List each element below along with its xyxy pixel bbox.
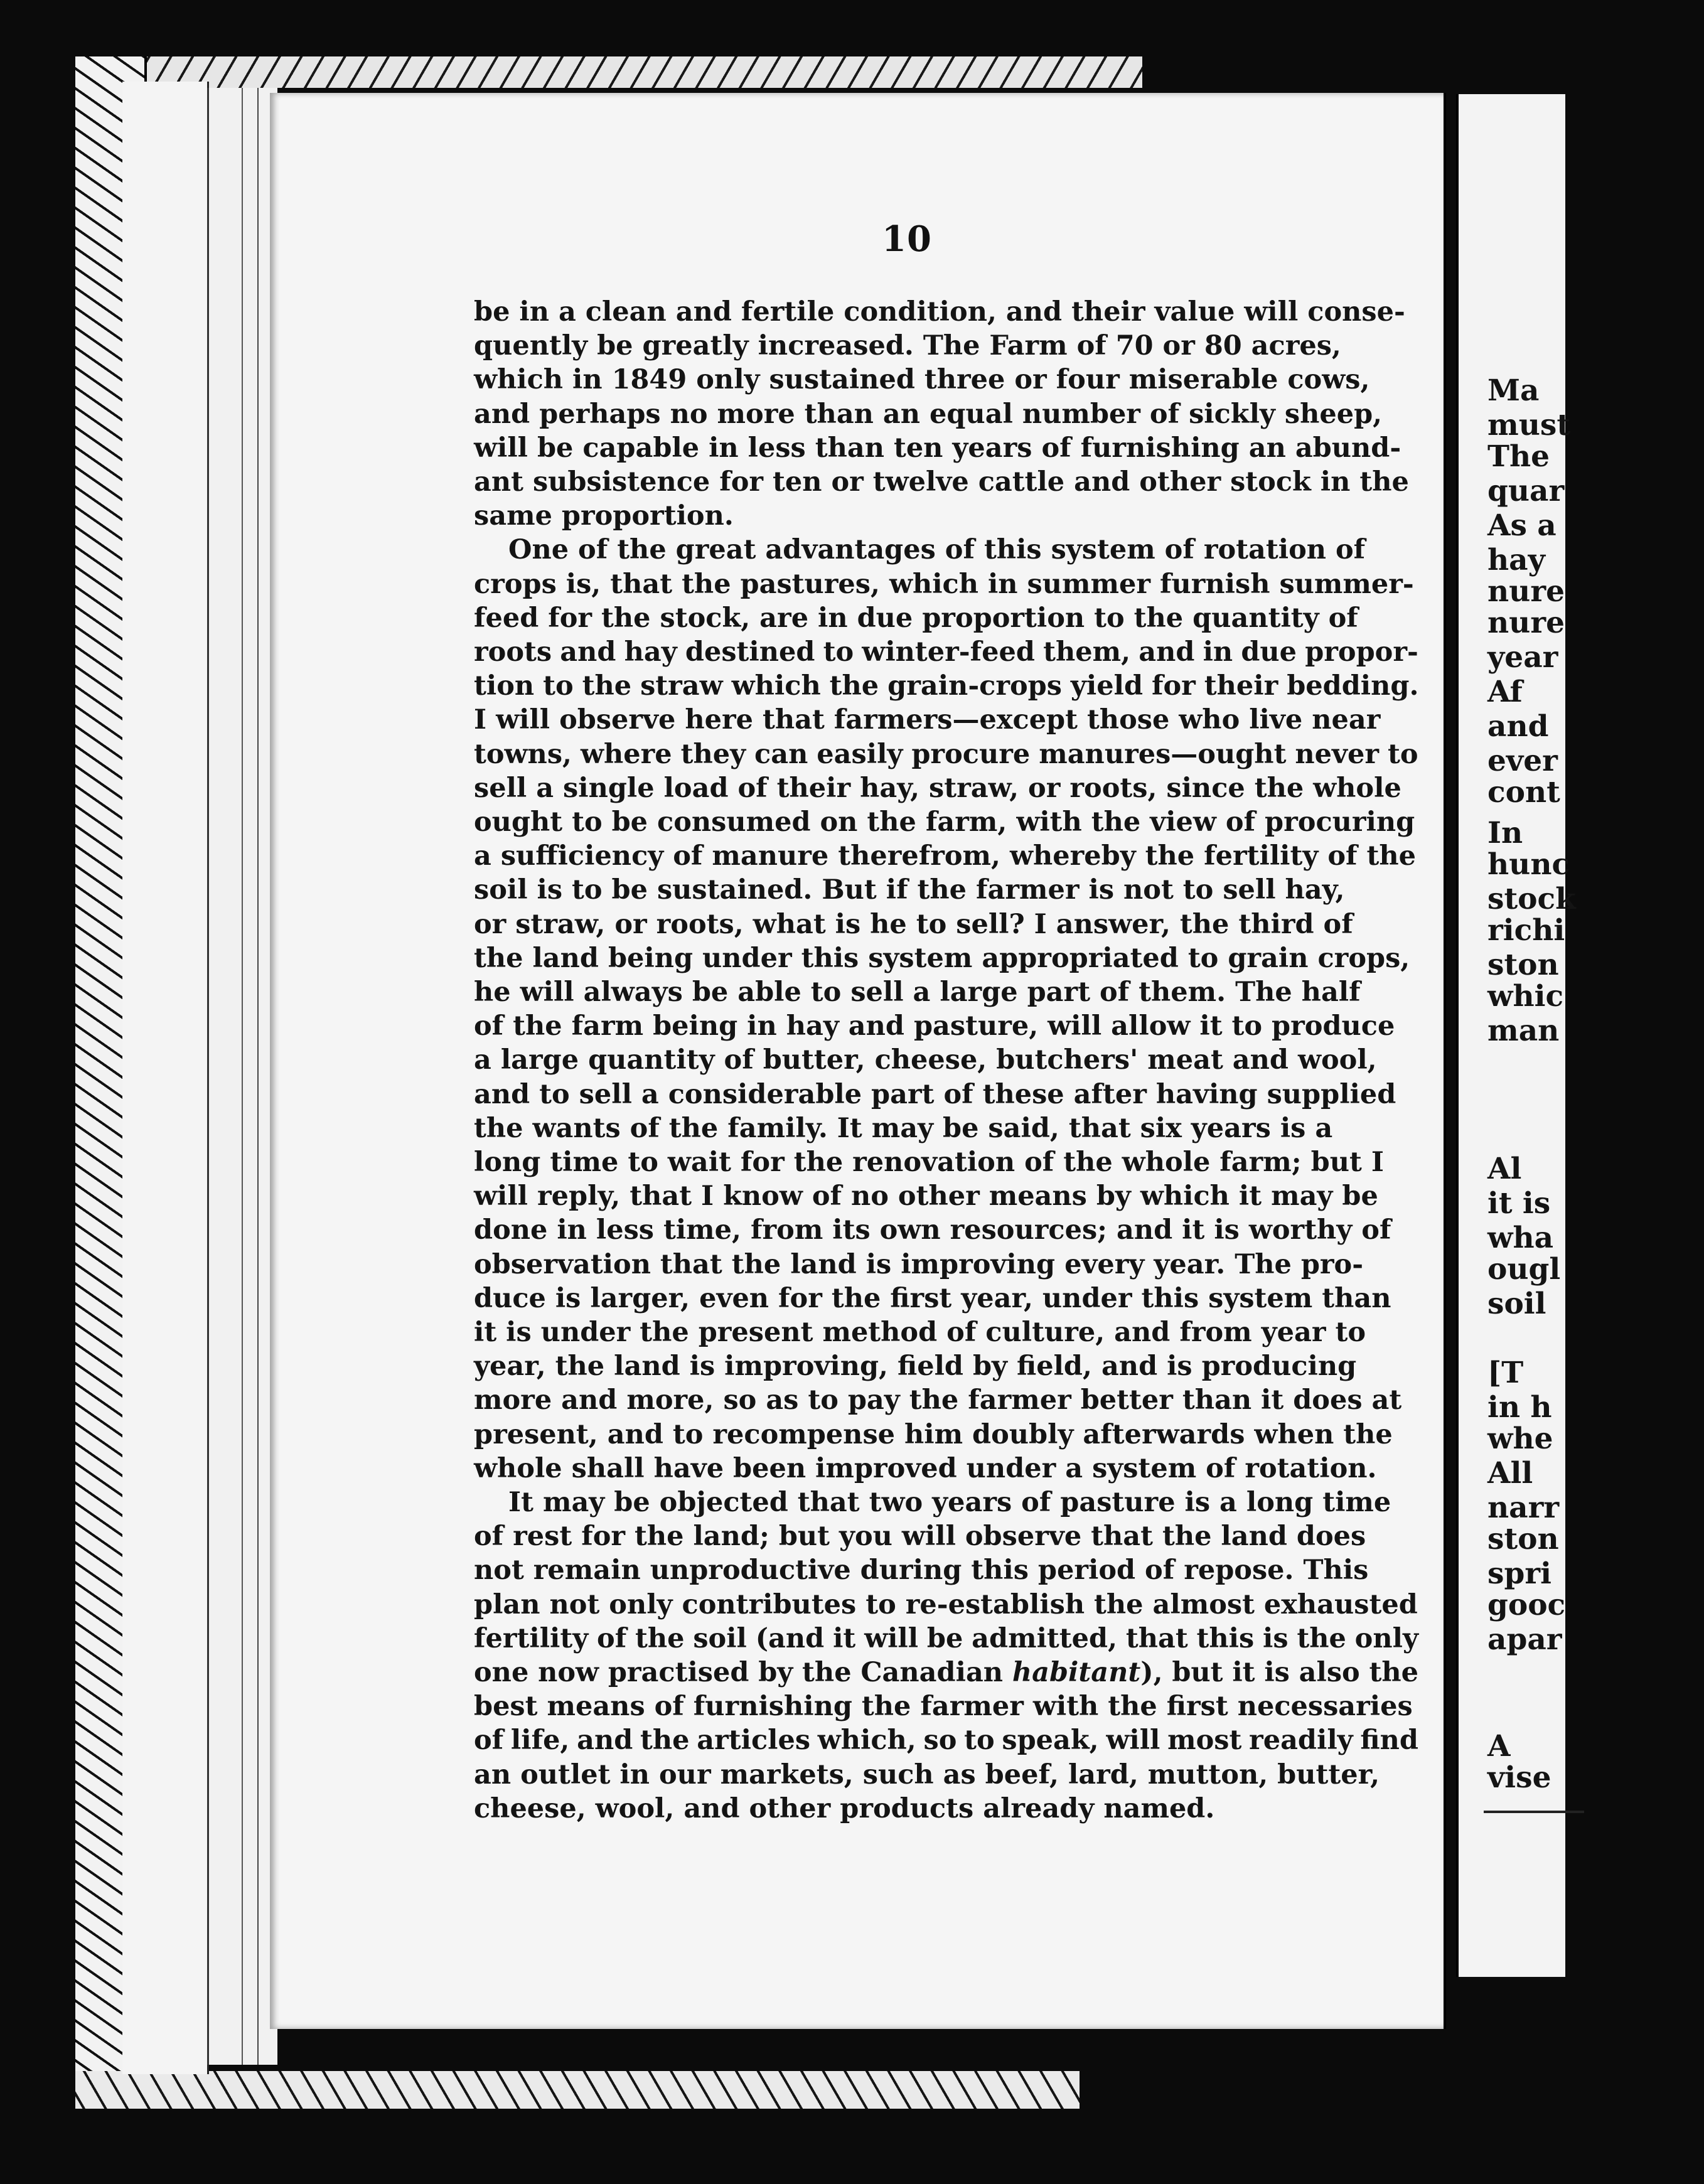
text-line: cheese, wool, and other products already named.: [474, 1792, 1215, 1824]
text-line: will reply, that I know of no other means by which it may be: [474, 1180, 1378, 1212]
adjacent-page-text: cont: [1487, 775, 1560, 810]
text-line: same proportion.: [474, 500, 734, 532]
adjacent-page-text: whe: [1487, 1421, 1553, 1456]
text-line: and perhaps no more than an equal number of sickly sheep,: [474, 398, 1383, 430]
text-line: roots and hay destined to winter-feed them, and in due propor-: [474, 636, 1418, 668]
text-line: not remain unproductive during this period of repose. This: [474, 1555, 1369, 1587]
adjacent-page-text: must: [1487, 408, 1571, 442]
adjacent-page-text: ston: [1487, 948, 1559, 982]
marbled-cover-bottom: [75, 2071, 1080, 2109]
adjacent-page-text: richi: [1487, 913, 1565, 948]
adjacent-page-text: vise: [1487, 1760, 1551, 1795]
adjacent-page-text: A: [1487, 1729, 1511, 1764]
adjacent-page-text: nure: [1487, 606, 1565, 640]
text-line: One of the great advantages of this system of rotation of: [508, 534, 1366, 566]
adjacent-page-text: The: [1487, 439, 1550, 474]
adjacent-page: [1456, 94, 1576, 1977]
text-line: It may be objected that two years of pasture is a long time: [508, 1487, 1391, 1518]
adjacent-page-text: ever: [1487, 744, 1558, 778]
text-line: be in a clean and fertile condition, and their value will conse-: [474, 296, 1405, 328]
adjacent-page-text: soil: [1487, 1287, 1546, 1321]
endpaper: [122, 82, 209, 2074]
text-line: done in less time, from its own resources; and it is worthy of: [474, 1214, 1391, 1246]
text-line: of rest for the land; but you will observe that the land does: [474, 1521, 1366, 1553]
text-line: observation that the land is improving every year. The pro-: [474, 1248, 1364, 1280]
text-line: more and more, so as to pay the farmer better than it does at: [474, 1384, 1402, 1416]
text-line: the land being under this system appropriated to grain crops,: [474, 942, 1410, 974]
text-line: sell a single load of their hay, straw, or roots, since the whole: [474, 772, 1401, 804]
text-line: best means of furnishing the farmer with the first necessaries: [474, 1691, 1413, 1723]
text-line: I will observe here that farmers—except those who live near: [474, 704, 1381, 736]
adjacent-page-text: man: [1487, 1014, 1560, 1048]
text-line: duce is larger, even for the first year, under this system than: [474, 1282, 1391, 1314]
adjacent-page-text: Af: [1487, 675, 1523, 709]
text-line: soil is to be sustained. But if the farmer is not to sell hay,: [474, 874, 1345, 906]
text-line: the wants of the family. It may be said, that six years is a: [474, 1112, 1333, 1144]
adjacent-page-text: it is: [1487, 1186, 1551, 1221]
text-line: of the farm being in hay and pasture, will allow it to produce: [474, 1010, 1395, 1042]
text-line: which in 1849 only sustained three or four miserable cows,: [474, 364, 1370, 396]
adjacent-page-text: wha: [1487, 1221, 1554, 1255]
adjacent-page-text: In: [1487, 816, 1523, 850]
page-number: 10: [882, 218, 932, 260]
text-line: year, the land is improving, field by field, and is producing: [474, 1351, 1357, 1383]
adjacent-page-text: gooc: [1487, 1588, 1566, 1622]
adjacent-page-text: [T: [1487, 1356, 1524, 1390]
text-line: or straw, or roots, what is he to sell? I answer, the third of: [474, 908, 1353, 940]
adjacent-page-text: ston: [1487, 1522, 1559, 1556]
text-line: plan not only contributes to re-establish the almost exhausted: [474, 1588, 1418, 1620]
adjacent-page-text: spri: [1487, 1556, 1551, 1591]
text-line: one now practised by the Canadian habitant), but it is also the: [474, 1657, 1419, 1688]
text-line: whole shall have been improved under a system of rotation.: [474, 1452, 1377, 1484]
text-line: crops is, that the pastures, which in summer furnish summer-: [474, 568, 1414, 600]
adjacent-page-text: As a: [1487, 508, 1557, 543]
italic-word: habitant: [1012, 1657, 1141, 1688]
adjacent-page-text: hunc: [1487, 847, 1570, 882]
adjacent-page-text: Al: [1487, 1152, 1522, 1186]
adjacent-page-text: in h: [1487, 1390, 1552, 1425]
horizontal-rule: [1484, 1811, 1584, 1813]
text-line: ant subsistence for ten or twelve cattle and other stock in the: [474, 466, 1409, 498]
text-line: will be capable in less than ten years of furnishing an abund-: [474, 432, 1401, 464]
adjacent-page-text: narr: [1487, 1491, 1560, 1525]
text-line: long time to wait for the renovation of the whole farm; but I: [474, 1147, 1384, 1178]
text-line: it is under the present method of culture, and from year to: [474, 1317, 1366, 1348]
text-line: an outlet in our markets, such as beef, lard, mutton, butter,: [474, 1758, 1380, 1791]
text-line: present, and to recompense him doubly afterwards when the: [474, 1418, 1393, 1450]
text-line: towns, where they can easily procure manures—ought never to: [474, 738, 1418, 770]
text-line: he will always be able to sell a large part of them. The half: [474, 977, 1361, 1008]
adjacent-page-text: and: [1487, 709, 1549, 744]
text-line: a large quantity of butter, cheese, butchers' meat and wool,: [474, 1044, 1377, 1076]
marbled-cover-top: [75, 56, 1142, 88]
adjacent-page-text: hay: [1487, 543, 1545, 577]
text-line: ought to be consumed on the farm, with the view of procuring: [474, 806, 1415, 838]
text-line: feed for the stock, are in due proportion to the quantity of: [474, 602, 1358, 634]
text-line: tion to the straw which the grain-crops yield for their bedding.: [474, 670, 1419, 702]
adjacent-page-text: stock: [1487, 882, 1576, 916]
adjacent-page-text: apar: [1487, 1622, 1562, 1657]
adjacent-page-text: Ma: [1487, 373, 1540, 408]
text-line: a sufficiency of manure therefrom, whereby the fertility of the: [474, 840, 1416, 872]
text-line: quently be greatly increased. The Farm of 70 or 80 acres,: [474, 330, 1341, 362]
text-line: of life, and the articles which, so to speak, will most readily find: [474, 1725, 1418, 1757]
adjacent-page-text: nure: [1487, 574, 1565, 609]
adjacent-page-text: quar: [1487, 474, 1565, 508]
adjacent-page-text: whic: [1487, 979, 1564, 1014]
text-line: and to sell a considerable part of these after having supplied: [474, 1078, 1396, 1110]
adjacent-page-text: year: [1487, 640, 1558, 675]
adjacent-page-text: ougl: [1487, 1252, 1561, 1287]
adjacent-page-text: All: [1487, 1456, 1533, 1491]
text-line: fertility of the soil (and it will be admitted, that this is the only: [474, 1622, 1418, 1654]
